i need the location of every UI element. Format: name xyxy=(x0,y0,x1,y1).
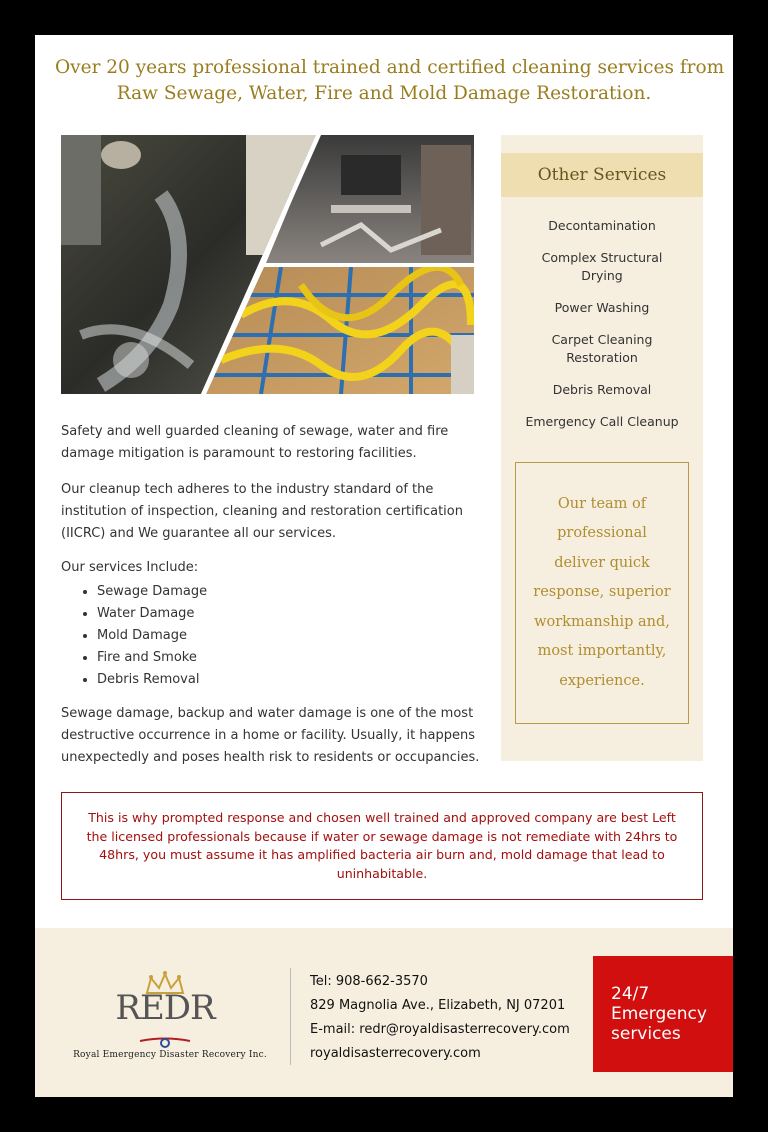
logo-wordmark: REDR xyxy=(115,988,215,1028)
list-item: Debris Removal xyxy=(552,382,652,397)
list-item: • Mold Damage xyxy=(97,625,207,647)
warning-notice xyxy=(61,792,703,900)
footer xyxy=(35,928,733,1097)
emergency-line-2: Emergency xyxy=(611,1004,707,1024)
team-quote: Our team of professional deliver quick response, superior workmanship and, most importantly, experience. xyxy=(533,495,671,689)
headline xyxy=(55,55,725,107)
other-services-list xyxy=(501,217,703,445)
logo-company-name: Royal Emergency Disaster Recovery Inc. xyxy=(73,1050,267,1060)
email-address[interactable]: E-mail: redr@royaldisasterrecovery.com xyxy=(310,1022,570,1037)
damage-photo-collage xyxy=(61,135,474,394)
tech-paragraph: Our cleanup tech adheres to the industry standard of the institution of inspection, cleaning and restoration certification (IICRC) and We guarantee all our services. xyxy=(61,482,463,541)
phone-number[interactable]: Tel: 908-662-3570 xyxy=(310,974,428,989)
warning-notice-text: This is why prompted response and chosen well trained and approved company are best Left the licensed professionals because if water or sewage damage is not remediate with 24hrs to 48hrs, you must assume it has amplified bacteria air burn and, mold damage that lead to uninhabitable. xyxy=(86,810,678,881)
list-item: Carpet Cleaning Restoration xyxy=(551,332,653,365)
services-list xyxy=(75,581,207,691)
website-link[interactable]: royaldisasterrecovery.com xyxy=(310,1046,481,1061)
sewage-paragraph: Sewage damage, backup and water damage is one of the most destructive occurrence in a home or facility. Usually, it happens unexpectedly and poses health risk to residents or occupancies. xyxy=(61,706,480,765)
redr-logo xyxy=(55,968,275,1068)
list-item: Emergency Call Cleanup xyxy=(525,414,679,429)
list-item: • Sewage Damage xyxy=(97,581,207,603)
services-heading: Our services Include: xyxy=(61,560,199,575)
contact-info xyxy=(310,970,570,1066)
list-item: • Debris Removal xyxy=(97,669,207,691)
headline-line-2: Raw Sewage, Water, Fire and Mold Damage Restoration. xyxy=(116,83,652,104)
headline-line-1: Over 20 years professional trained and certified cleaning services from xyxy=(55,57,725,78)
team-quote-box xyxy=(515,462,689,724)
list-item: • Fire and Smoke xyxy=(97,647,207,669)
flyer-page xyxy=(35,35,733,1097)
list-item: Complex Structural Drying xyxy=(541,250,663,283)
street-address: 829 Magnolia Ave., Elizabeth, NJ 07201 xyxy=(310,998,566,1013)
other-services-title: Other Services xyxy=(501,153,703,197)
emergency-line-1: 24/7 xyxy=(611,984,650,1004)
list-item: • Water Damage xyxy=(97,603,207,625)
emergency-services-badge xyxy=(593,956,733,1072)
emergency-line-3: services xyxy=(611,1024,681,1044)
list-item: Power Washing xyxy=(554,300,650,315)
other-services-sidebar xyxy=(501,135,703,761)
footer-divider xyxy=(290,968,291,1065)
intro-paragraph: Safety and well guarded cleaning of sewage, water and fire damage mitigation is paramount to restoring facilities. xyxy=(61,424,449,461)
list-item: Decontamination xyxy=(548,218,656,233)
